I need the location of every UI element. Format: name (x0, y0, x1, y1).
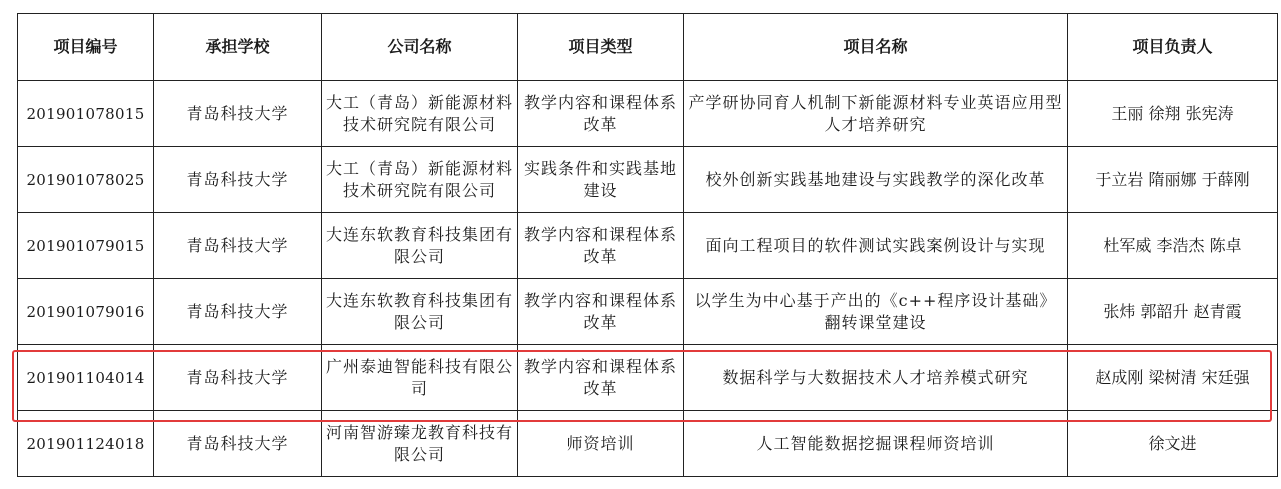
cell-school: 青岛科技大学 (154, 279, 322, 345)
cell-project-type: 教学内容和课程体系改革 (518, 81, 684, 147)
cell-project-id: 201901124018 (18, 411, 154, 477)
header-company: 公司名称 (322, 14, 518, 81)
cell-school: 青岛科技大学 (154, 81, 322, 147)
cell-company: 广州泰迪智能科技有限公司 (322, 345, 518, 411)
cell-company: 河南智游臻龙教育科技有限公司 (322, 411, 518, 477)
cell-project-id: 201901079015 (18, 213, 154, 279)
cell-project-leader: 杜军威 李浩杰 陈卓 (1068, 213, 1278, 279)
cell-project-leader: 王丽 徐翔 张宪涛 (1068, 81, 1278, 147)
header-project-type: 项目类型 (518, 14, 684, 81)
cell-project-leader: 赵成刚 梁树清 宋廷强 (1068, 345, 1278, 411)
cell-project-name: 人工智能数据挖掘课程师资培训 (684, 411, 1068, 477)
cell-project-leader: 徐文进 (1068, 411, 1278, 477)
project-table-container (17, 13, 1277, 477)
table-row-highlighted (18, 345, 1278, 411)
cell-company: 大连东软教育科技集团有限公司 (322, 213, 518, 279)
cell-company: 大工（青岛）新能源材料技术研究院有限公司 (322, 81, 518, 147)
cell-project-leader: 于立岩 隋丽娜 于薛刚 (1068, 147, 1278, 213)
cell-company: 大连东软教育科技集团有限公司 (322, 279, 518, 345)
cell-project-name: 校外创新实践基地建设与实践教学的深化改革 (684, 147, 1068, 213)
table-row (18, 411, 1278, 477)
cell-project-name: 面向工程项目的软件测试实践案例设计与实现 (684, 213, 1068, 279)
cell-project-id: 201901104014 (18, 345, 154, 411)
cell-project-type: 师资培训 (518, 411, 684, 477)
cell-project-type: 实践条件和实践基地建设 (518, 147, 684, 213)
cell-project-name: 数据科学与大数据技术人才培养模式研究 (684, 345, 1068, 411)
cell-project-type: 教学内容和课程体系改革 (518, 279, 684, 345)
cell-project-id: 201901078025 (18, 147, 154, 213)
cell-project-leader: 张炜 郭韶升 赵青霞 (1068, 279, 1278, 345)
cell-school: 青岛科技大学 (154, 213, 322, 279)
cell-project-id: 201901079016 (18, 279, 154, 345)
cell-company: 大工（青岛）新能源材料技术研究院有限公司 (322, 147, 518, 213)
header-school: 承担学校 (154, 14, 322, 81)
cell-project-id: 201901078015 (18, 81, 154, 147)
cell-project-type: 教学内容和课程体系改革 (518, 345, 684, 411)
table-header-row (18, 14, 1278, 81)
cell-project-name: 产学研协同育人机制下新能源材料专业英语应用型人才培养研究 (684, 81, 1068, 147)
header-project-name: 项目名称 (684, 14, 1068, 81)
table-row (18, 279, 1278, 345)
cell-school: 青岛科技大学 (154, 147, 322, 213)
header-project-leader: 项目负责人 (1068, 14, 1278, 81)
cell-project-name: 以学生为中心基于产出的《c++程序设计基础》翻转课堂建设 (684, 279, 1068, 345)
cell-school: 青岛科技大学 (154, 345, 322, 411)
table-row (18, 81, 1278, 147)
project-table (17, 13, 1278, 477)
table-row (18, 213, 1278, 279)
table-row (18, 147, 1278, 213)
cell-school: 青岛科技大学 (154, 411, 322, 477)
cell-project-type: 教学内容和课程体系改革 (518, 213, 684, 279)
header-project-id: 项目编号 (18, 14, 154, 81)
